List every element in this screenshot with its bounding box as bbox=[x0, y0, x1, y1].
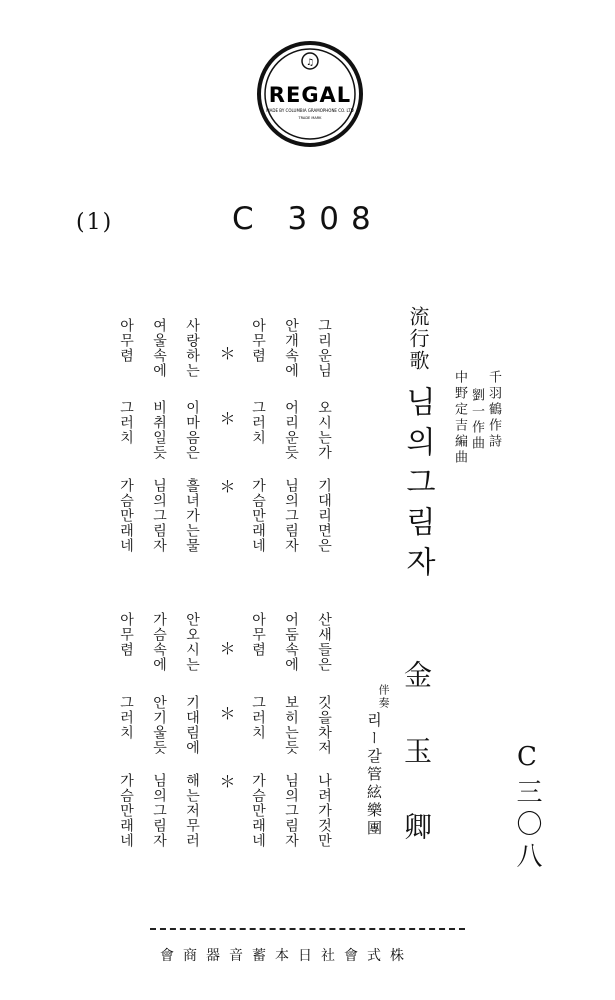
accompaniment-band: 리ー갈管絃樂團 bbox=[365, 712, 383, 838]
lyric-v2-l2-a: 어둠속에 bbox=[283, 612, 299, 672]
catalog-number-vertical: C三〇八 bbox=[512, 742, 542, 874]
lyric-v2-l3-b: 그러치 bbox=[250, 695, 266, 740]
lyric-v1-l2-c: 님의그림자 bbox=[283, 478, 299, 553]
lyric-v1-l2-b: 어리운듯 bbox=[283, 400, 299, 460]
lyric-v1-l4-c: 흘녀가는물 bbox=[184, 478, 200, 553]
lyric-v2-l6-b: 그러치 bbox=[118, 695, 134, 740]
lyric-v2-l1-c: 나려가것만 bbox=[316, 773, 332, 848]
footer-company: 會商器音蓄本日社會式株 bbox=[160, 948, 413, 964]
credit-arranger: 中野定吉編曲 bbox=[452, 370, 467, 466]
lyric-v1-l6-a: 아무렴 bbox=[118, 318, 134, 363]
separator-star: ＊ bbox=[217, 773, 236, 789]
lyric-v2-l6-c: 가슴만래네 bbox=[118, 773, 134, 848]
lyric-v1-l6-b: 그러치 bbox=[118, 400, 134, 445]
lyric-v2-l4-b: 기대림에 bbox=[184, 695, 200, 755]
lyric-v1-l3-c: 가슴만래네 bbox=[250, 478, 266, 553]
lyric-v2-l4-c: 해는저무러 bbox=[184, 773, 200, 848]
lyric-v1-l4-a: 사랑하는 bbox=[184, 318, 200, 378]
lyric-v2-l5-b: 안기울듯 bbox=[151, 695, 167, 755]
credit-lyricist: 千羽鶴作詩 bbox=[486, 370, 501, 450]
lyric-v2-l3-a: 아무렴 bbox=[250, 612, 266, 657]
lyric-v1-l3-a: 아무렴 bbox=[250, 318, 266, 363]
lyric-v1-l2-a: 안개속에 bbox=[283, 318, 299, 378]
accompaniment-label: 伴奏 bbox=[377, 684, 390, 710]
lyric-v2-l3-c: 가슴만래네 bbox=[250, 773, 266, 848]
lyric-v2-l5-c: 님의그림자 bbox=[151, 773, 167, 848]
separator-star: ＊ bbox=[217, 478, 236, 494]
separator-star: ＊ bbox=[217, 345, 236, 361]
lyric-v2-l2-b: 보히는듯 bbox=[283, 695, 299, 755]
song-title: 님의그림자 bbox=[400, 386, 435, 586]
lyric-v2-l2-c: 님의그림자 bbox=[283, 773, 299, 848]
lyric-v1-l6-c: 가슴만래네 bbox=[118, 478, 134, 553]
lyric-v2-l5-a: 가슴속에 bbox=[151, 612, 167, 672]
label-brand: REGAL bbox=[268, 83, 352, 107]
separator-star: ＊ bbox=[217, 705, 236, 721]
lyric-v2-l1-b: 깃을차저 bbox=[316, 695, 332, 755]
footer-divider bbox=[150, 928, 465, 930]
lyric-v1-l3-b: 그러치 bbox=[250, 400, 266, 445]
label-made-line: MADE BY COLUMBIA GRAMOPHONE CO. LTD bbox=[266, 108, 354, 113]
lyric-v2-l1-a: 산새들은 bbox=[316, 612, 332, 672]
catalog-number: C 308 bbox=[232, 201, 383, 237]
credit-composer: 劉一作曲 bbox=[469, 388, 484, 452]
lyric-v1-l1-b: 오시는가 bbox=[316, 400, 332, 460]
singer-name: 金玉卿 bbox=[400, 660, 433, 888]
genre: 流行歌 bbox=[406, 306, 430, 372]
lyric-v2-l4-a: 안오시는 bbox=[184, 612, 200, 672]
lyric-v1-l5-a: 여울속에 bbox=[151, 318, 167, 378]
separator-star: ＊ bbox=[217, 640, 236, 656]
regal-label-logo bbox=[256, 40, 364, 148]
svg-text:♫: ♫ bbox=[305, 58, 315, 68]
lyric-v1-l5-c: 님의그림자 bbox=[151, 478, 167, 553]
lyric-v1-l1-c: 기대리면은 bbox=[316, 478, 332, 553]
lyric-v1-l4-b: 이마음은 bbox=[184, 400, 200, 460]
lyric-v1-l1-a: 그리운님 bbox=[316, 318, 332, 378]
label-trademark: TRADE MARK bbox=[298, 116, 322, 120]
side-number: (1) bbox=[76, 210, 114, 235]
separator-star: ＊ bbox=[217, 410, 236, 426]
lyric-v2-l6-a: 아무렴 bbox=[118, 612, 134, 657]
lyric-v1-l5-b: 비취일듯 bbox=[151, 400, 167, 460]
